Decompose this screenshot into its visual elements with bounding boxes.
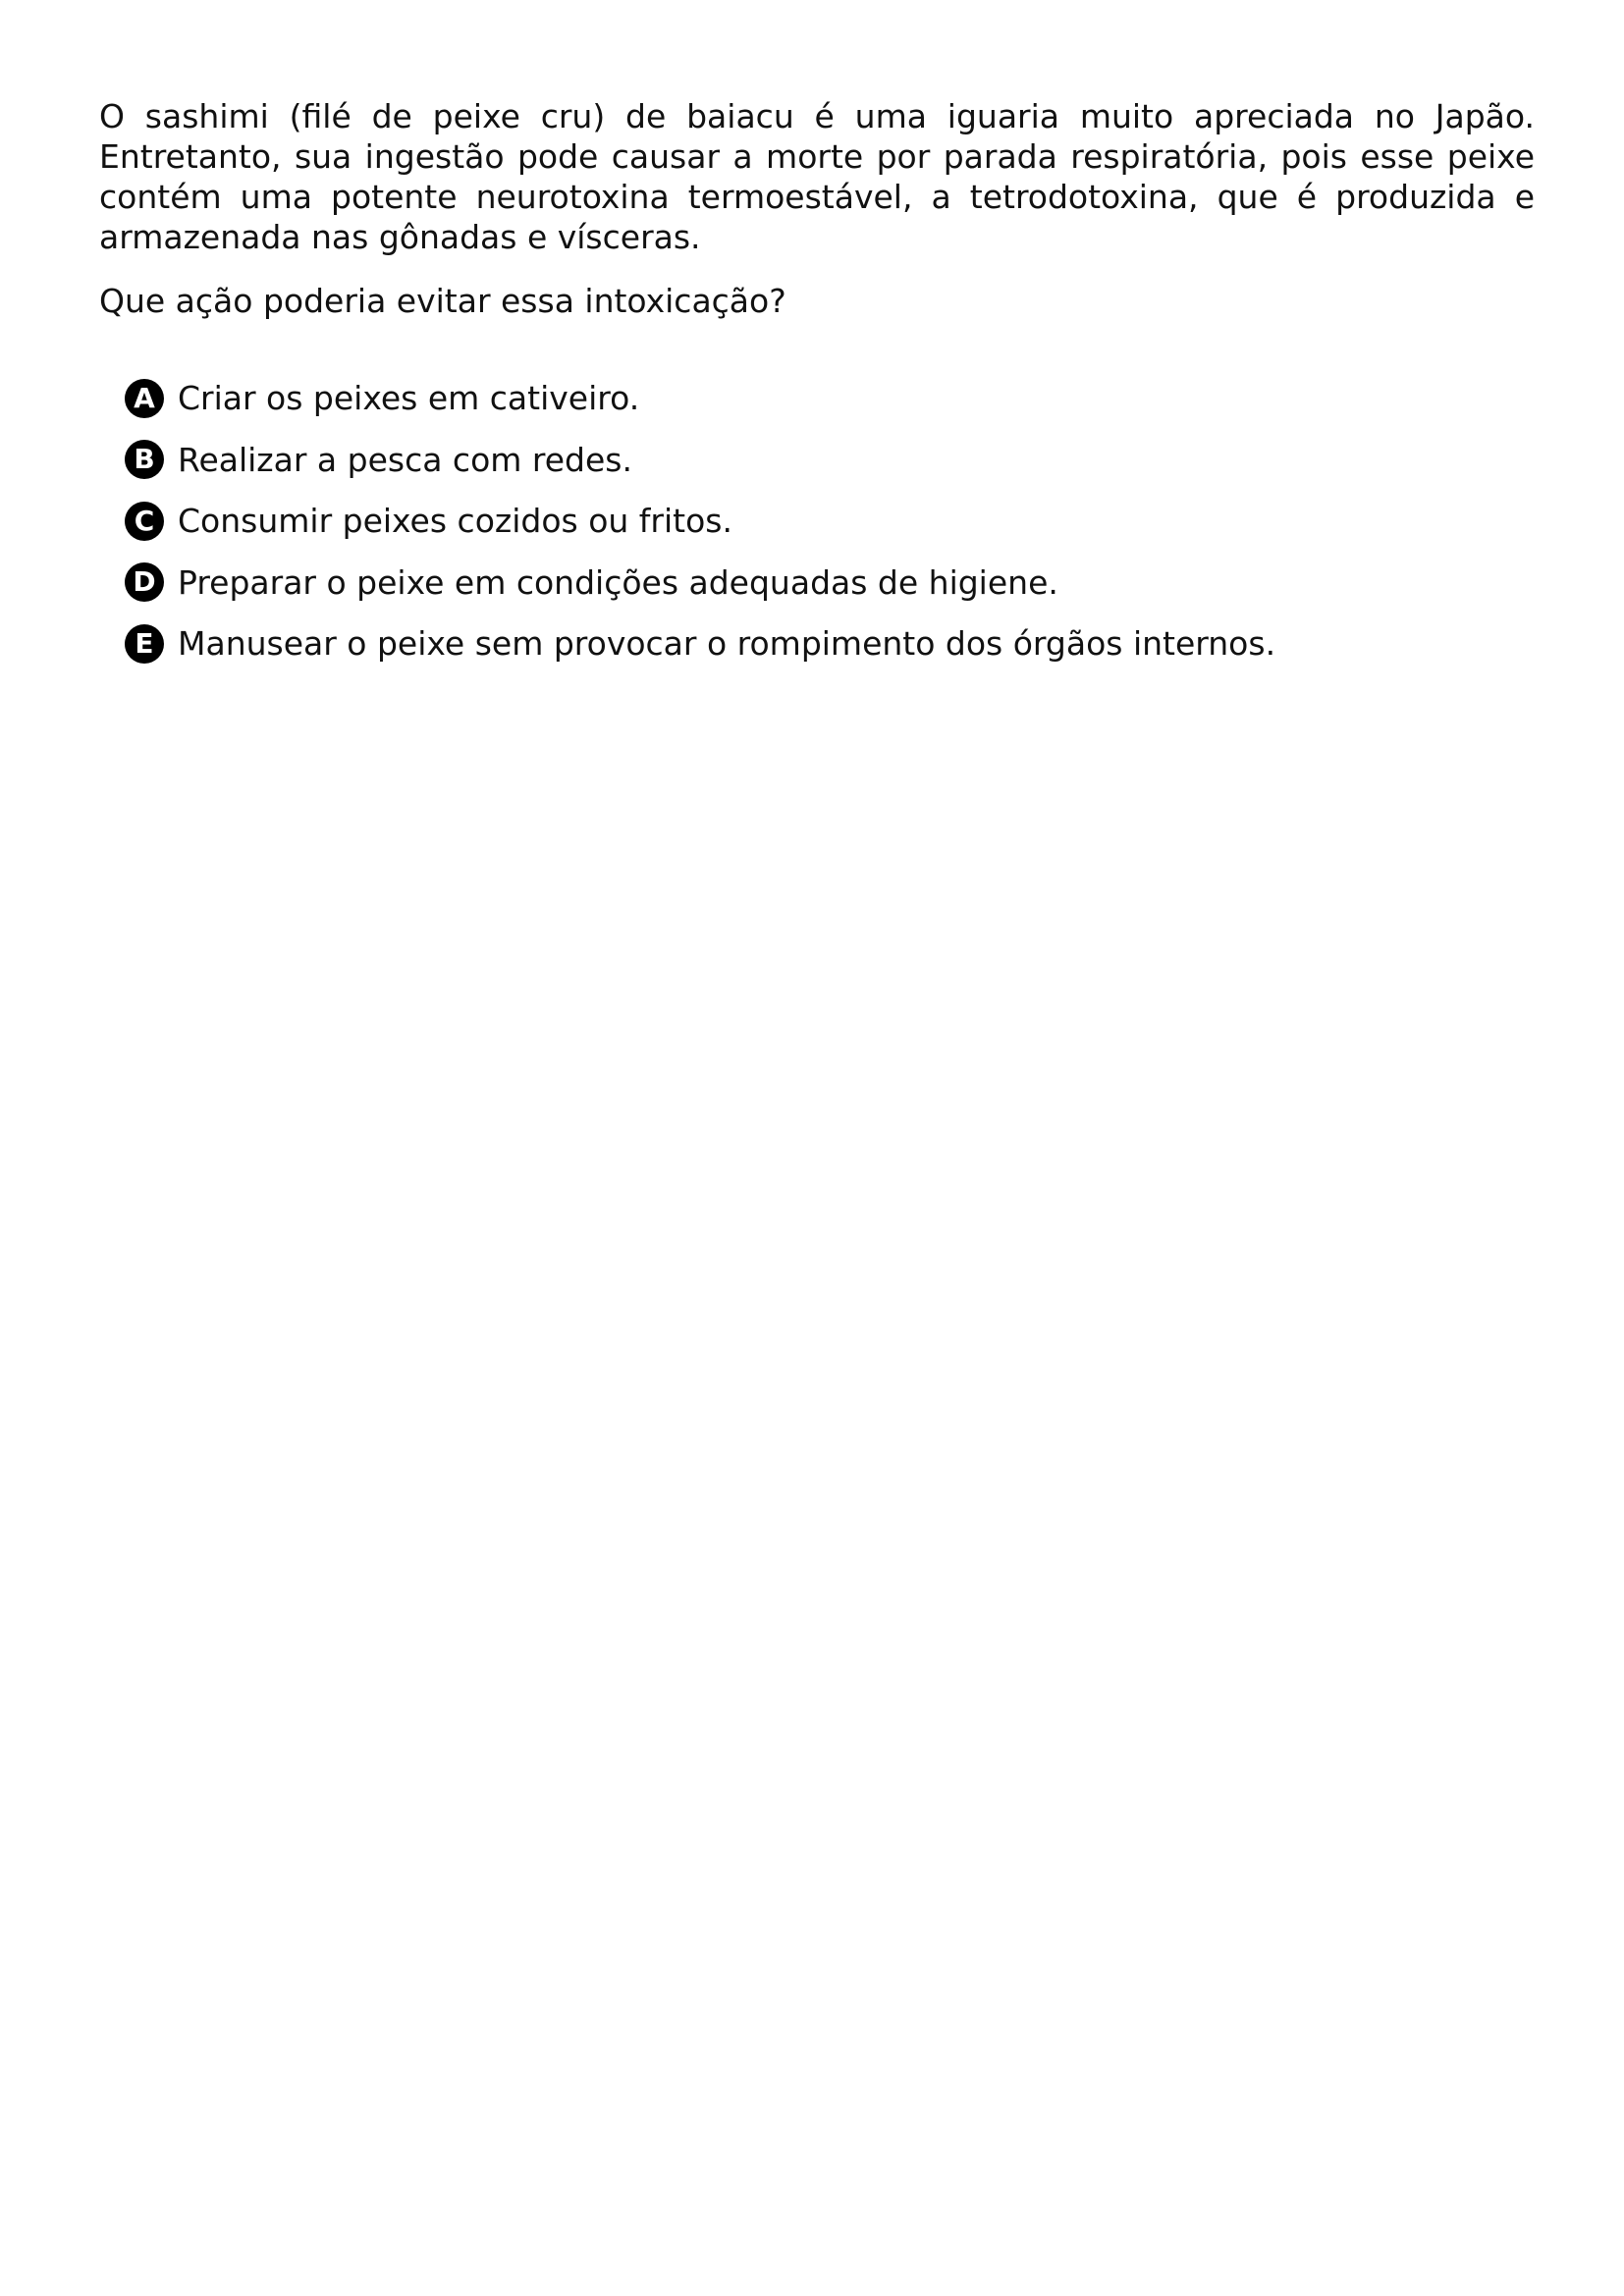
option-c[interactable] — [125, 501, 1275, 541]
question-text: Que ação poderia evitar essa intoxicação? — [99, 282, 786, 320]
option-b-text: Realizar a pesca com redes. — [178, 440, 632, 479]
option-d-letter-badge: D — [125, 562, 164, 602]
option-d[interactable] — [125, 562, 1275, 603]
option-b-letter-badge: B — [125, 440, 164, 479]
option-d-text: Preparar o peixe em condições adequadas de higiene. — [178, 562, 1058, 602]
option-e-text: Manusear o peixe sem provocar o rompimento dos órgãos internos. — [178, 624, 1276, 663]
option-c-text: Consumir peixes cozidos ou fritos. — [178, 502, 732, 540]
option-a-text: Criar os peixes em cativeiro. — [178, 379, 640, 417]
option-b[interactable] — [125, 440, 1275, 480]
option-e[interactable] — [125, 623, 1275, 664]
passage-text: O sashimi (filé de peixe cru) de baiacu é uma iguaria muito apreciada no Japão. Entretanto, sua ingestão pode causar a morte por parada respiratória, pois esse peixe contém uma potente neurotoxina termoestável, a tetrodotoxina, que é produzida e armazenada nas gônadas e vísceras. — [99, 97, 1535, 256]
option-c-letter-badge: C — [125, 502, 164, 541]
option-a-letter-badge: A — [125, 379, 164, 418]
answer-options — [125, 378, 1275, 685]
option-a[interactable] — [125, 378, 1275, 418]
option-e-letter-badge: E — [125, 624, 164, 664]
